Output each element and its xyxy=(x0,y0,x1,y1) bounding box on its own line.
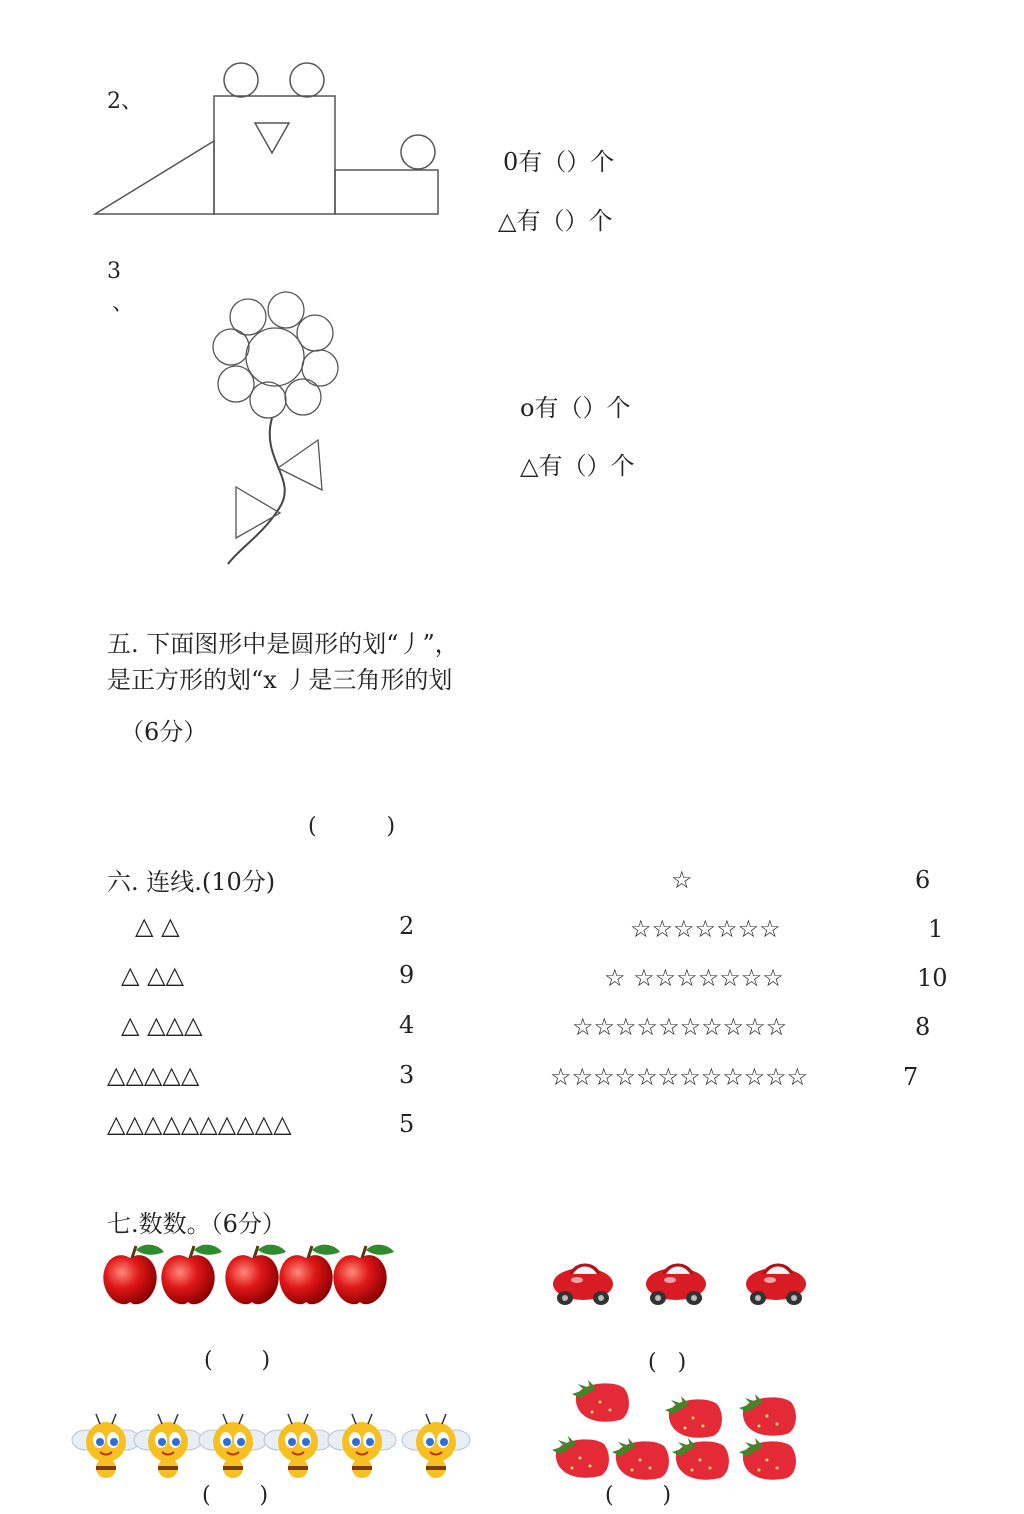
section-5-line-1: 五. 下面图形中是圆形的划“丿”， xyxy=(107,630,459,658)
bee-icon xyxy=(72,1414,140,1478)
right-number[interactable]: 1 xyxy=(928,915,944,943)
bee-icon xyxy=(264,1414,332,1478)
right-stars-row[interactable]: ☆ xyxy=(671,866,693,894)
circle-shape xyxy=(302,350,338,386)
right-stars-row[interactable]: ☆ ☆☆☆☆☆☆☆ xyxy=(604,964,784,992)
strawberry-icon xyxy=(572,1380,629,1422)
bee-icon xyxy=(199,1414,267,1478)
strawberry-icon xyxy=(665,1396,722,1438)
right-stars-row[interactable]: ☆☆☆☆☆☆☆☆☆☆☆☆ xyxy=(550,1063,809,1091)
strawberries-group xyxy=(545,1378,805,1493)
strawberry-icon xyxy=(672,1438,729,1480)
right-number[interactable]: 8 xyxy=(915,1013,931,1041)
apples-answer-blank[interactable]: ( ) xyxy=(204,1348,271,1373)
bee-icon xyxy=(402,1414,470,1478)
left-number[interactable]: 9 xyxy=(399,961,415,989)
right-stars-row[interactable]: ☆☆☆☆☆☆☆☆☆☆ xyxy=(572,1013,788,1041)
circle-shape xyxy=(246,328,304,386)
apple-icon xyxy=(279,1245,340,1305)
bee-icon xyxy=(134,1414,202,1478)
question-3-number-mark: 、 xyxy=(112,291,135,316)
question-2-triangle-count[interactable]: △有（）个 xyxy=(498,207,613,235)
question-3-circle-count[interactable]: o有（）个 xyxy=(520,394,631,422)
car-icon xyxy=(646,1264,706,1306)
triangle-shape xyxy=(236,487,280,538)
circle-shape xyxy=(297,315,333,351)
question-2-circle-count[interactable]: 0有（）个 xyxy=(503,148,615,176)
bees-answer-blank[interactable]: ( ) xyxy=(202,1483,269,1508)
circle-shape xyxy=(250,382,286,418)
left-number[interactable]: 2 xyxy=(399,912,415,940)
strawberry-icon xyxy=(612,1438,669,1480)
car-icon xyxy=(553,1264,613,1306)
section-7-title: 七.数数。（6分） xyxy=(107,1210,286,1238)
apple-icon xyxy=(161,1245,222,1305)
cars-group xyxy=(548,1250,818,1310)
flower-figure xyxy=(0,0,1024,580)
section-5-answer-blank[interactable]: ( ) xyxy=(308,814,396,839)
section-5-score: （6分） xyxy=(120,718,208,746)
car-icon xyxy=(746,1264,806,1306)
left-shapes-row[interactable]: △ △ xyxy=(135,912,180,940)
bee-icon xyxy=(328,1414,396,1478)
circle-shape xyxy=(268,292,304,328)
left-number[interactable]: 3 xyxy=(399,1061,415,1089)
left-number[interactable]: 5 xyxy=(399,1110,415,1138)
apple-icon xyxy=(333,1245,394,1305)
strawberries-answer-blank[interactable]: ( ) xyxy=(605,1483,672,1508)
strawberry-icon xyxy=(552,1436,609,1478)
circle-shape xyxy=(218,366,254,402)
left-shapes-row[interactable]: △△△△△△△△△△ xyxy=(107,1110,292,1138)
apples-group xyxy=(100,1240,410,1310)
question-2-number: 2、 xyxy=(107,89,143,114)
apple-icon xyxy=(225,1245,286,1305)
apple-icon xyxy=(103,1245,164,1305)
bees-group xyxy=(70,1402,470,1482)
left-shapes-row[interactable]: △ △△△ xyxy=(121,1011,203,1039)
strawberry-icon xyxy=(739,1394,796,1436)
section-5-line-2: 是正方形的划“x 丿是三角形的划 xyxy=(107,666,453,694)
circle-shape xyxy=(285,379,321,415)
triangle-shape xyxy=(278,440,322,490)
right-number[interactable]: 7 xyxy=(903,1063,919,1091)
circle-shape xyxy=(213,329,249,365)
question-3-triangle-count[interactable]: △有（）个 xyxy=(520,452,635,480)
right-stars-row[interactable]: ☆☆☆☆☆☆☆ xyxy=(630,915,781,943)
left-shapes-row[interactable]: △△△△△ xyxy=(107,1061,200,1089)
right-number[interactable]: 6 xyxy=(915,866,931,894)
cars-answer-blank[interactable]: ( ) xyxy=(648,1350,687,1375)
left-number[interactable]: 4 xyxy=(399,1011,415,1039)
section-6-title: 六. 连线.(10分) xyxy=(107,868,276,896)
strawberry-icon xyxy=(739,1438,796,1480)
question-3-number: 3 xyxy=(107,259,121,284)
left-shapes-row[interactable]: △ △△ xyxy=(121,961,184,989)
right-number[interactable]: 10 xyxy=(917,964,948,992)
